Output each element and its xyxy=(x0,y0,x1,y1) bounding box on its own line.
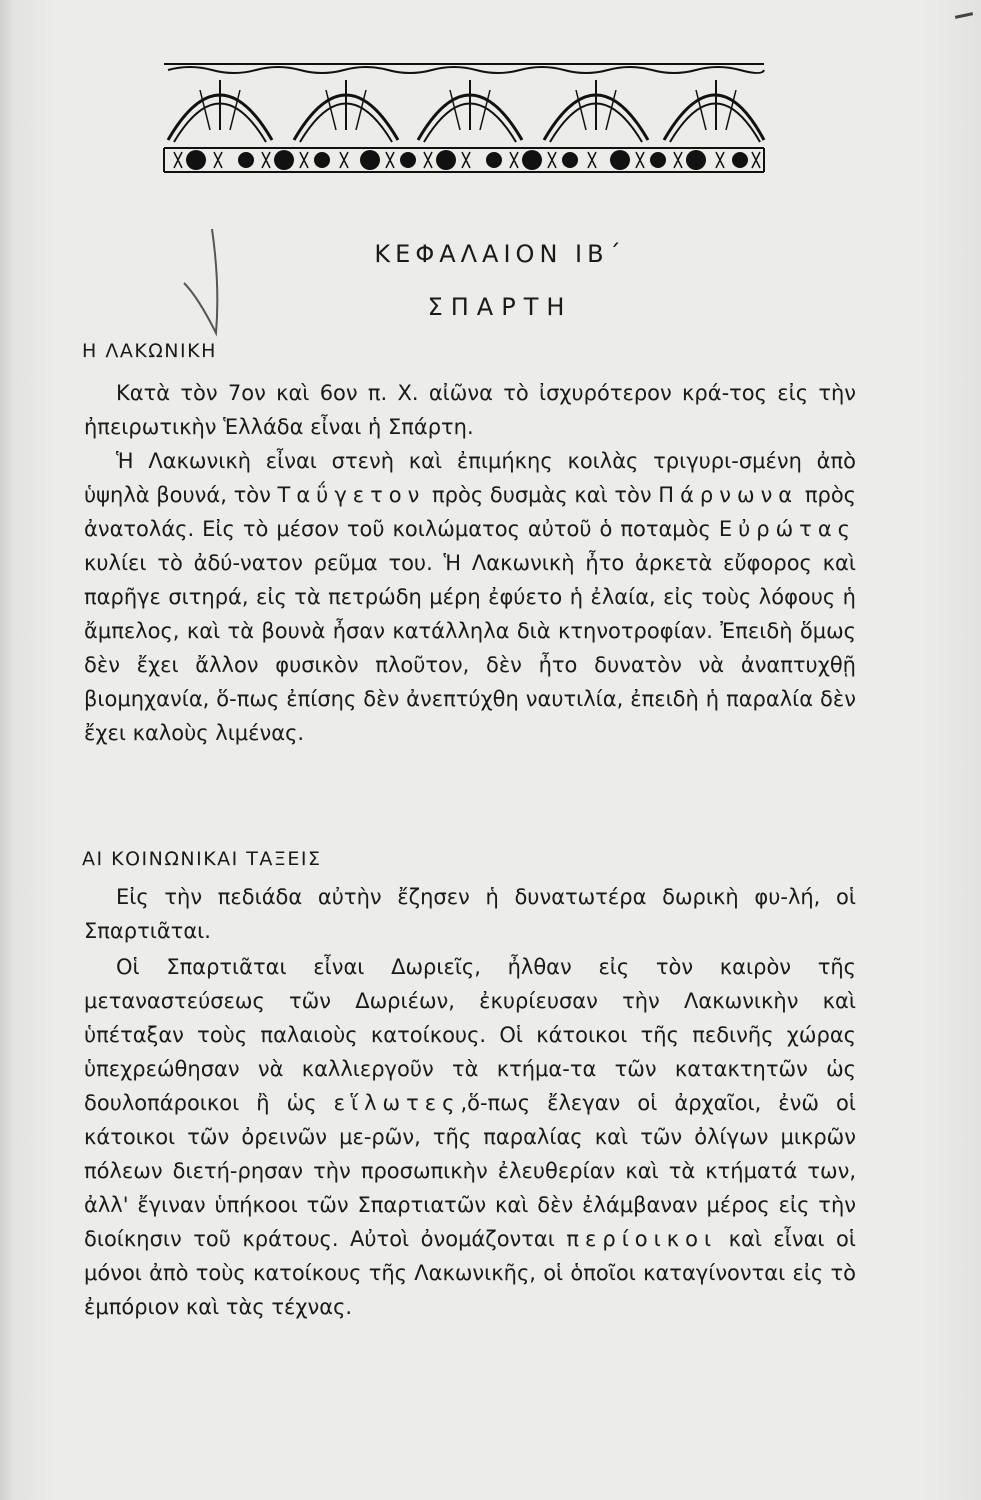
paragraph-text: πρὸς ἀνατολάς. Εἰς τὸ μέσον τοῦ κοιλώματος αὐτοῦ ὁ ποταμὸς xyxy=(84,483,856,541)
paragraph-text: Κατὰ τὸν 7ον καὶ 6ον π. Χ. αἰῶνα τὸ ἰσχυρότερον κρά-τος εἰς τὴν ἠπειρωτικὴν Ἑλλάδα εἶναι ἡ Σπάρτη. xyxy=(84,381,856,439)
paragraph-text: Οἱ Σπαρτιᾶται εἶναι Δωριεῖς, ἦλθαν εἰς τὸν καιρὸν τῆς μεταναστεύσεως τῶν Δωριέων, ἐκυρίευσαν τὴν Λακωνικὴν καὶ ὑπέταξαν τοὺς παλαιοὺς κατοίκους. Οἱ κάτοικοι τῆς πεδινῆς χώρας ὑπεχρεώθησαν νὰ καλλιεργοῦν τὰ κτήμα-τα τῶν κατακτητῶν ὡς δουλοπάροικοι ἢ ὡς xyxy=(84,955,856,1115)
paragraph xyxy=(84,376,856,444)
spaced-name: περίοικοι xyxy=(566,1227,718,1251)
paragraph-text: κυλίει τὸ ἀδύ-νατον ρεῦμα του. Ἡ Λακωνικὴ ἦτο ἀρκετὰ εὔφορος καὶ παρῆγε σιτηρά, εἰς τὰ πετρώδη μέρη ἐφύετο ἡ ἐλαία, εἰς τοὺς λόφους ἡ ἄμπελος, καὶ τὰ βουνὰ ἦσαν κατάλληλα διὰ κτηνοτροφίαν. Ἐπειδὴ ὅμως δὲν ἔχει ἄλλον φυσικὸν πλοῦτον, δὲν ἦτο δυνατὸν νὰ ἀναπτυχθῇ βιομηχανία, ὅ-πως ἐπίσης δὲν ἀνεπτύχθη ναυτιλία, ἐπειδὴ ἡ παραλία δὲν ἔχει καλοὺς λιμένας. xyxy=(84,551,856,745)
paragraph xyxy=(84,950,856,1324)
paragraph-text: καὶ εἶναι οἱ μόνοι ἀπὸ τοὺς κατοίκους τῆς Λακωνικῆς, οἱ ὁποῖοι καταγίνονται εἰς τὸ ἐμπόριον καὶ τὰς τέχνας. xyxy=(84,1227,856,1319)
section-heading: Η ΛΑΚΩΝΙΚΗ xyxy=(82,340,217,362)
chapter-heading: ΚΕΦΑΛΑΙΟΝ ΙΒ΄ xyxy=(374,240,626,268)
paragraph xyxy=(84,444,856,750)
spaced-name: εἵλωτες xyxy=(333,1091,461,1115)
paragraph-text: ,ὅ-πως ἔλεγαν οἱ ἀρχαῖοι, ἐνῶ οἱ κάτοικοι τῶν ὀρεινῶν με-ρῶν, τῆς παραλίας καὶ τῶν ὀλίγων μικρῶν πόλεων διετή-ρησαν τὴν προσωπικὴν ἐλευθερίαν καὶ τὰ κτήματά των, ἀλλ' ἔγιναν ὑπήκοοι τῶν Σπαρτιατῶν καὶ δὲν ἐλάμβαναν μέρος εἰς τὴν διοίκησιν τοῦ κράτους. Αὐτοὶ ὀνομάζονται xyxy=(84,1091,856,1251)
paragraph-text: Εἰς τὴν πεδιάδα αὐτὴν ἔζησεν ἡ δυνατωτέρα δωρικὴ φυ-λή, οἱ Σπαρτιᾶται. xyxy=(84,885,856,943)
spaced-name: Εὐρώτας xyxy=(718,517,856,541)
paragraph-text: Ἡ Λακωνικὴ εἶναι στενὴ καὶ ἐπιμήκης κοιλὰς τριγυρι-σμένη ἀπὸ ὑψηλὰ βουνά, τὸν xyxy=(84,449,856,507)
paragraph xyxy=(84,880,856,948)
decorative-header-ornament xyxy=(160,60,768,180)
section-heading: ΑΙ ΚΟΙΝΩΝΙΚΑΙ ΤΑΞΕΙΣ xyxy=(82,848,322,870)
spaced-name: Ταΰγετον xyxy=(277,483,426,507)
chapter-title: ΣΠΑΡΤΗ xyxy=(427,293,573,321)
paragraph-text: πρὸς δυσμὰς καὶ τὸν xyxy=(432,483,652,507)
spaced-name: Πάρνωνα xyxy=(658,483,799,507)
